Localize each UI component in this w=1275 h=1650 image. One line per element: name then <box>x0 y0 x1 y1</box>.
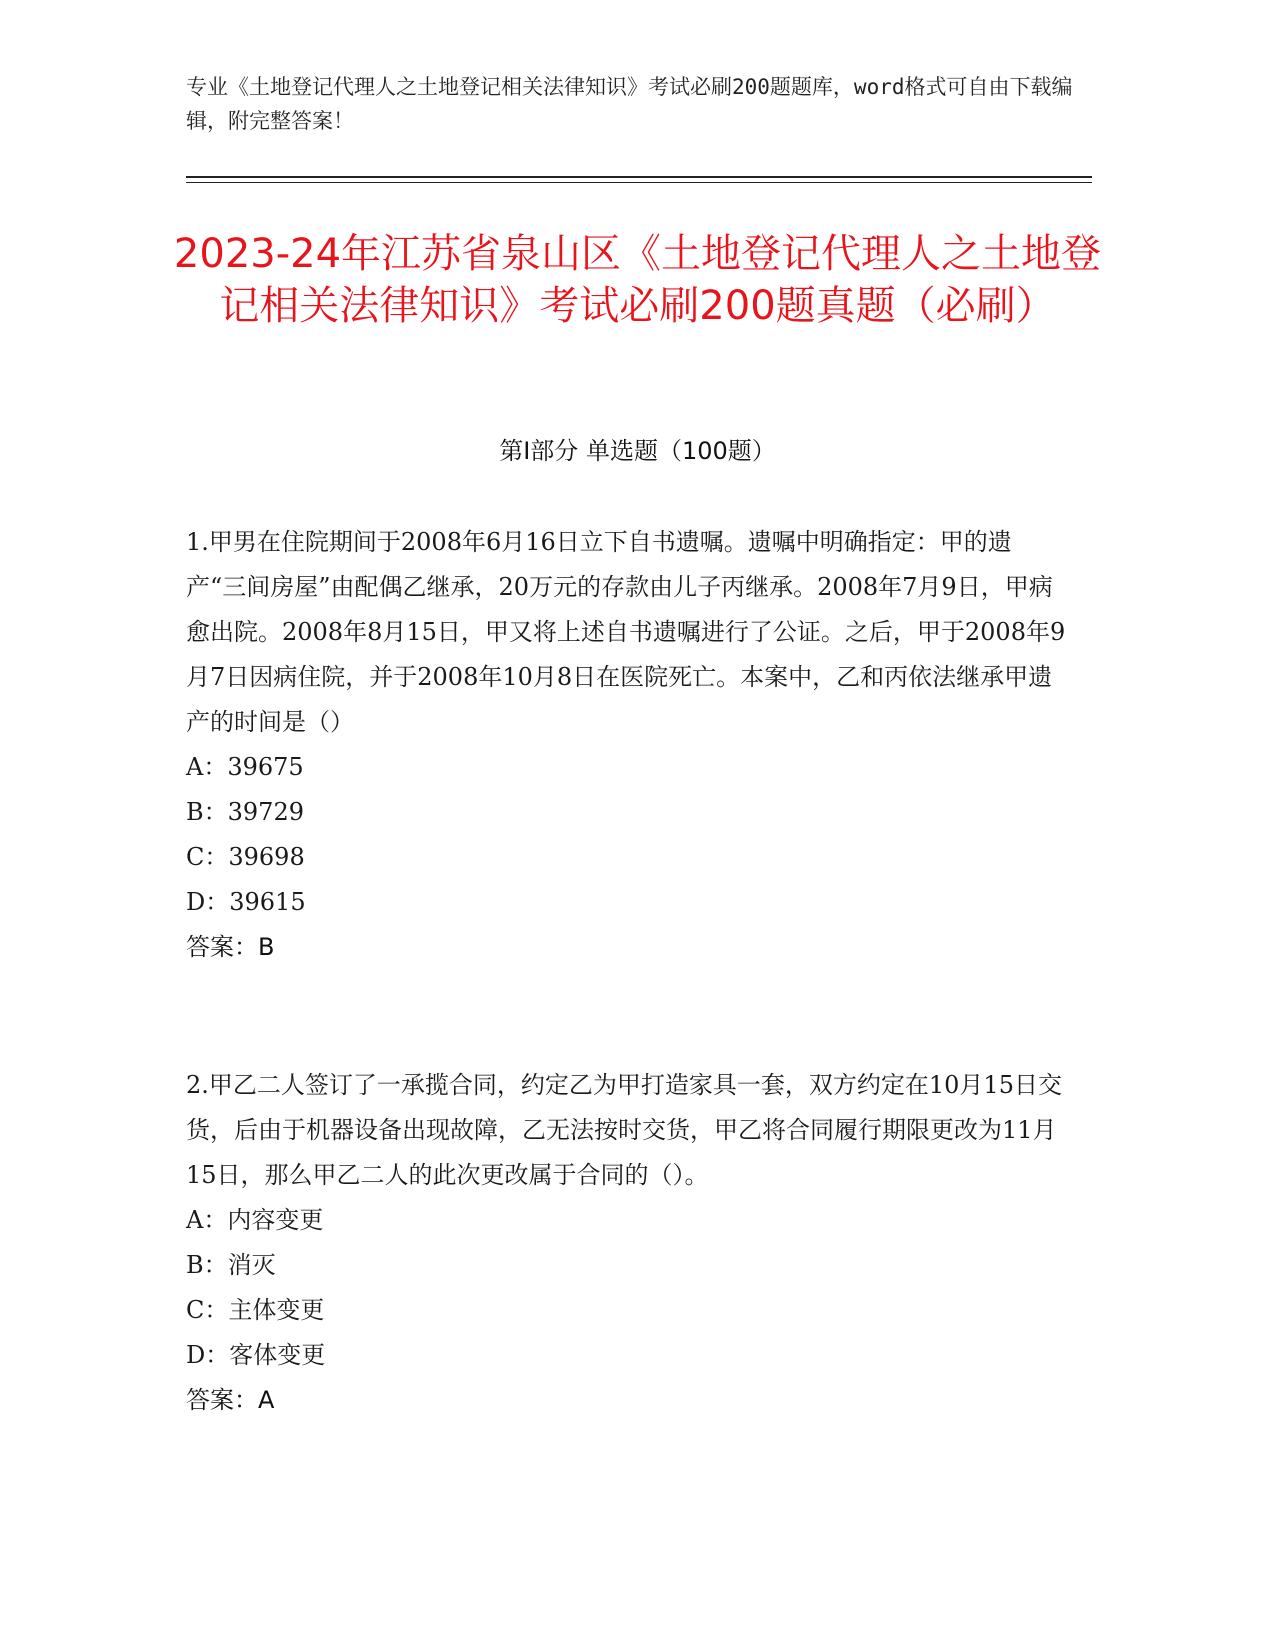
option-d: D：客体变更 <box>186 1341 326 1369</box>
answer: 答案：B <box>186 933 275 961</box>
question-stem: 1.甲男在住院期间于2008年6月16日立下自书遗嘱。遗嘱中明确指定：甲的遗产“三间房屋”由配偶乙继承，20万元的存款由儿子丙继承。2008年7月9日，甲病愈出院。2008年8月15日，甲又将上述自书遗嘱进行了公证。之后，甲于2008年9月7日因病住院，并于2008年10月8日在医院死亡。本案中，乙和丙依法继承甲遗产的时间是（） <box>186 528 1066 736</box>
header-divider-thin <box>186 182 1092 183</box>
document-title: 2023-24年江苏省泉山区《土地登记代理人之土地登记相关法律知识》考试必刷200题真题（必刷） <box>173 231 1102 329</box>
option-d: D：39615 <box>186 888 306 916</box>
question-2 <box>186 1063 1066 1423</box>
option-a: A：内容变更 <box>186 1206 324 1234</box>
section-heading: 第I部分 单选题（100题） <box>499 437 776 465</box>
question-stem: 2.甲乙二人签订了一承揽合同，约定乙为甲打造家具一套，双方约定在10月15日交货，后由于机器设备出现故障，乙无法按时交货，甲乙将合同履行期限更改为11月15日，那么甲乙二人的此次更改属于合同的（）。 <box>186 1071 1062 1189</box>
option-b: B：消灭 <box>186 1251 276 1279</box>
answer: 答案：A <box>186 1386 275 1414</box>
header-note: 专业《土地登记代理人之土地登记相关法律知识》考试必刷200题题库，word格式可自由下载编辑，附完整答案！ <box>186 75 1073 133</box>
question-1 <box>186 520 1066 970</box>
option-c: C：主体变更 <box>186 1296 325 1324</box>
option-c: C：39698 <box>186 843 305 871</box>
option-b: B：39729 <box>186 798 304 826</box>
option-a: A：39675 <box>186 753 304 781</box>
header-divider <box>186 176 1092 178</box>
